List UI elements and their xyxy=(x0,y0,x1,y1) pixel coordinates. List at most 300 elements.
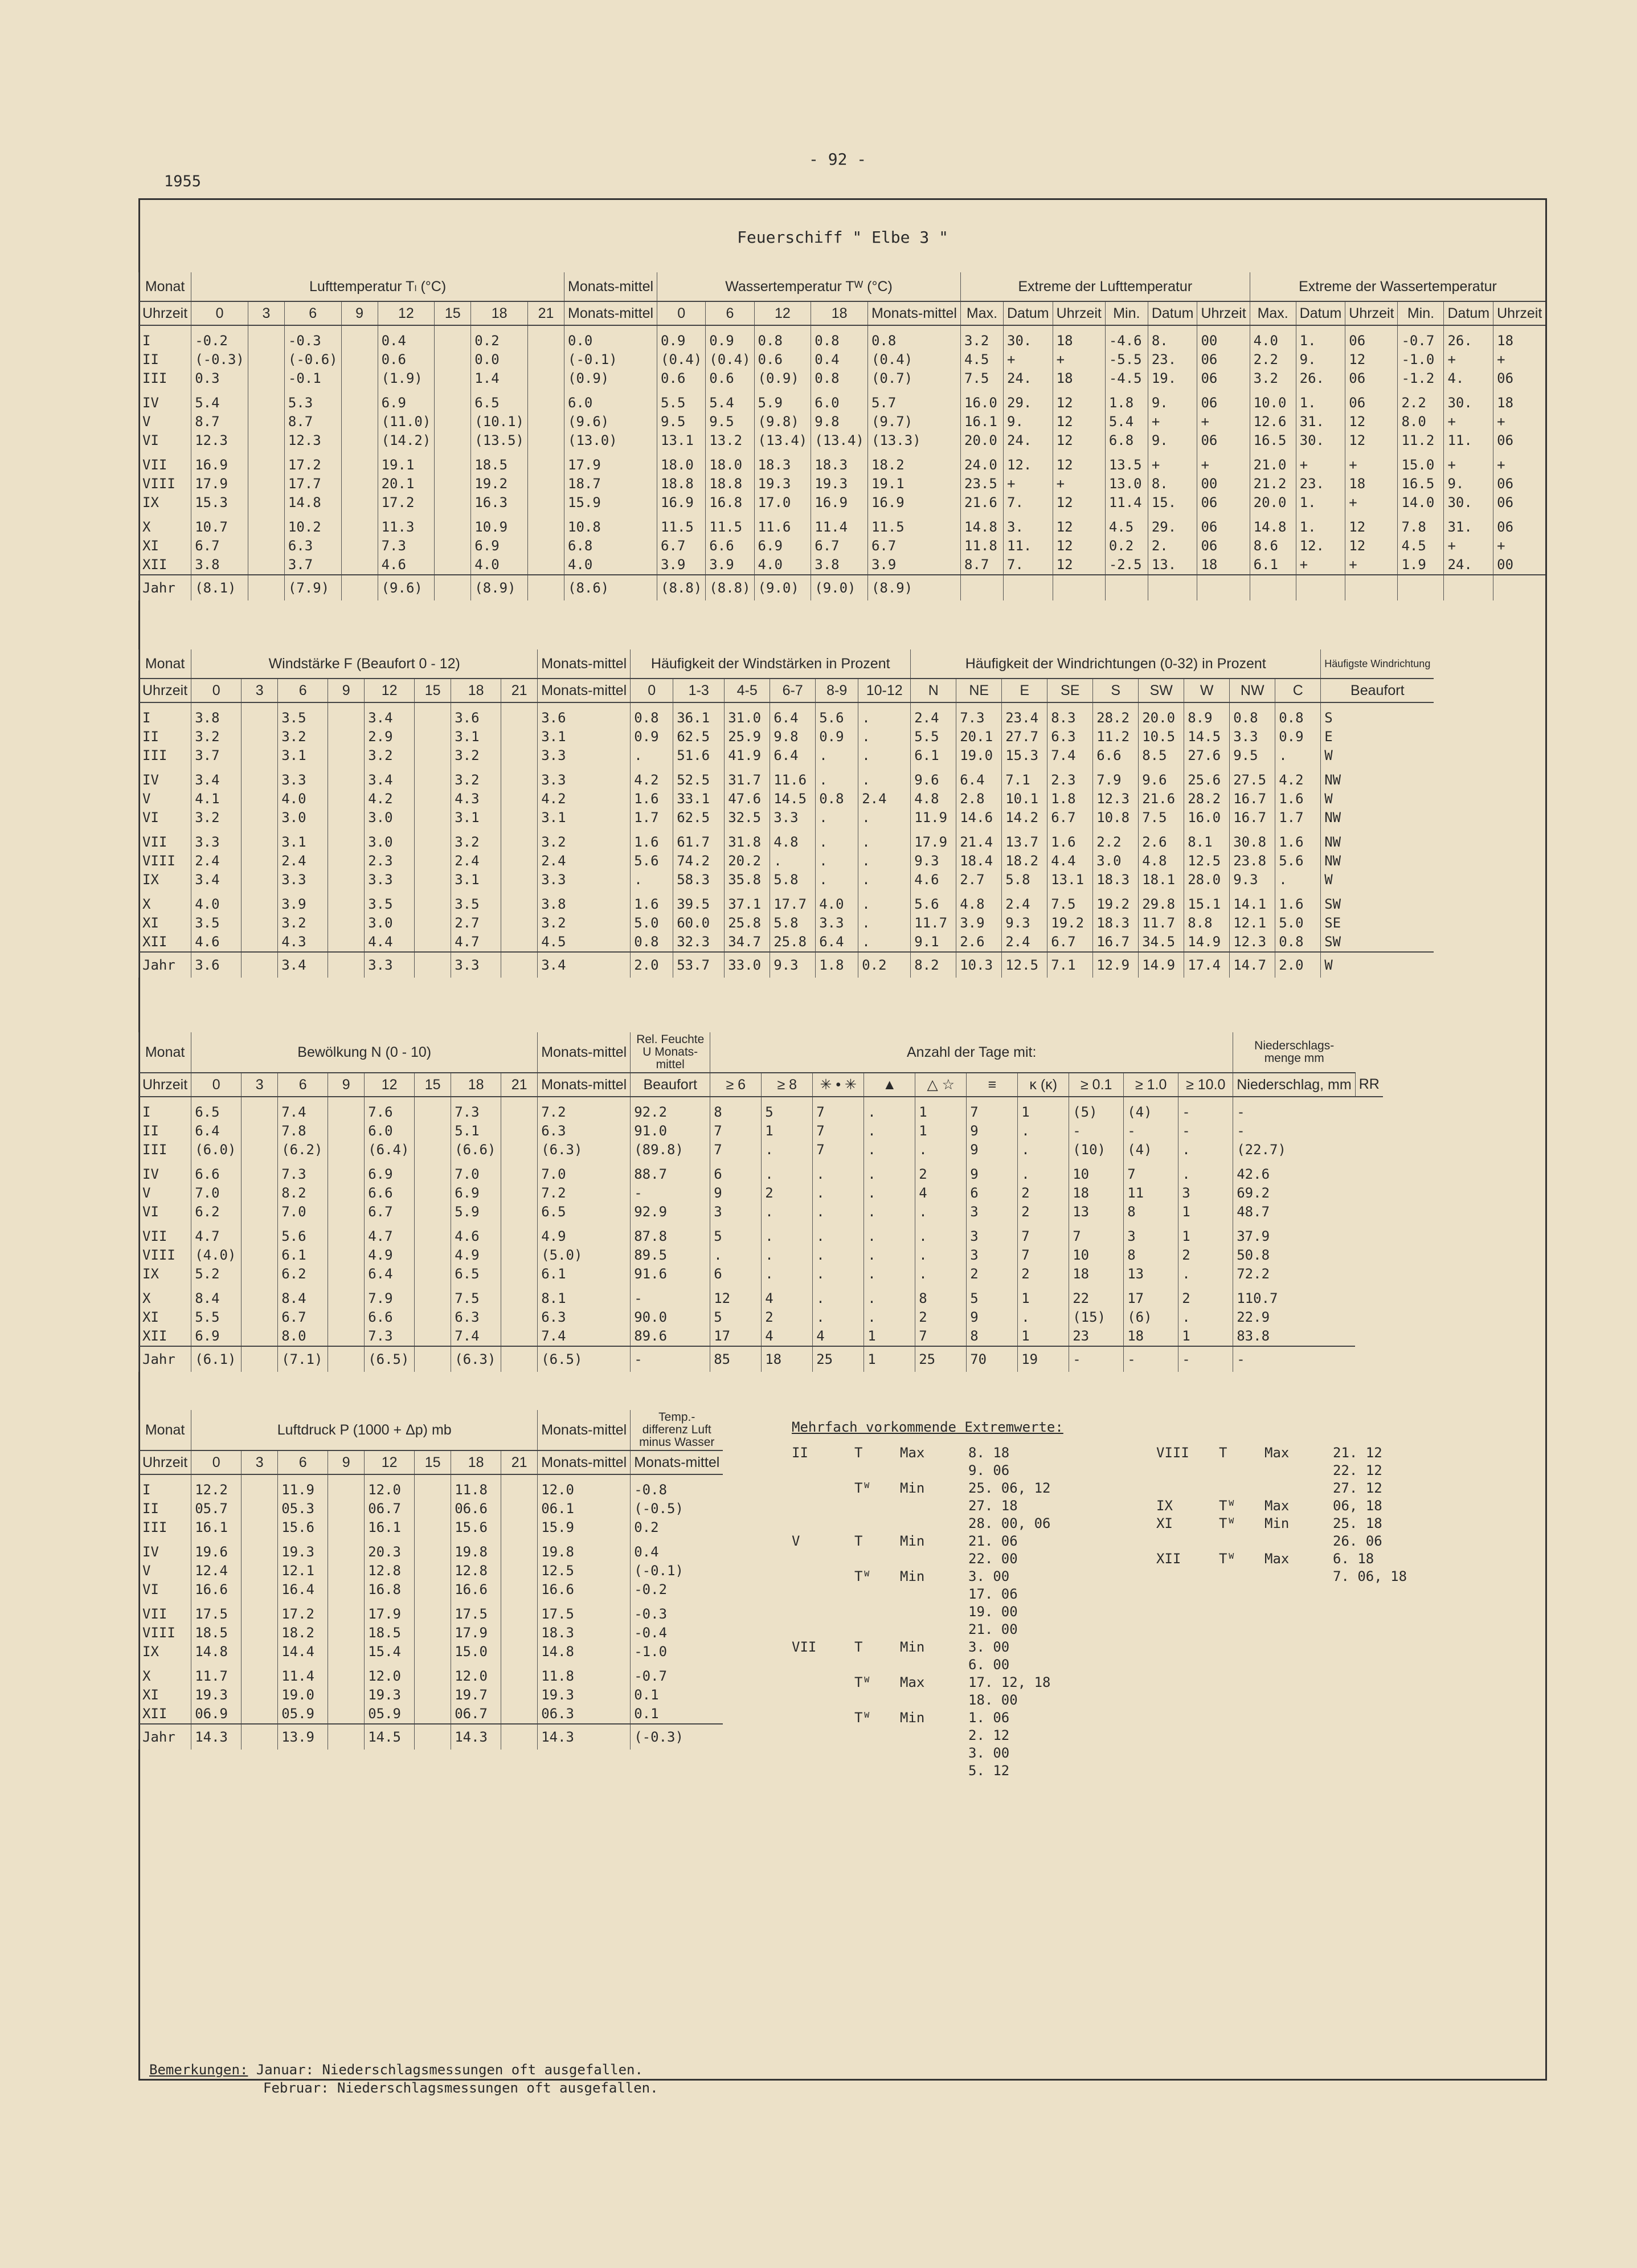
table-cell: 0.4 xyxy=(811,350,868,369)
table-cell: 8 xyxy=(967,1327,1018,1346)
table-row xyxy=(139,1284,1383,1308)
table-cell: - xyxy=(1124,1122,1178,1141)
table-cell: 3.9 xyxy=(706,555,754,575)
table-cell: 6.7 xyxy=(278,1308,328,1327)
table-cell: 21.2 xyxy=(1250,475,1296,493)
month-label: V xyxy=(139,790,191,808)
table-cell: . xyxy=(816,765,858,790)
table-cell: 2.4 xyxy=(1002,933,1047,952)
table-cell: 8.7 xyxy=(284,412,341,431)
table-cell xyxy=(415,1562,451,1580)
water-extreme-col: Max. xyxy=(1250,301,1296,325)
table-cell: 3.7 xyxy=(284,555,341,575)
table-cell: 2 xyxy=(1018,1184,1069,1203)
table-cell: 19.3 xyxy=(754,475,811,493)
table-cell: 4.8 xyxy=(956,889,1002,914)
table-row xyxy=(139,1705,723,1724)
table-cell: 0.1 xyxy=(631,1686,723,1705)
table-cell: 4.7 xyxy=(365,1221,415,1246)
extreme-dates: 17. 06 xyxy=(968,1586,1018,1602)
table-cell: 5.6 xyxy=(816,702,858,728)
table-cell xyxy=(501,790,538,808)
table-cell: 9.3 xyxy=(911,852,956,871)
table-cell xyxy=(415,1327,451,1346)
table-cell: 6 xyxy=(710,1265,762,1284)
table-cell: 3.4 xyxy=(191,765,242,790)
year-cell: 0.2 xyxy=(858,952,911,978)
table-cell xyxy=(501,1327,538,1346)
hour-0: 0 xyxy=(191,301,248,325)
table-cell: 14.8 xyxy=(538,1642,631,1661)
table-cell: 1. xyxy=(1296,493,1345,512)
direction-N: N xyxy=(911,679,956,702)
extreme-month xyxy=(792,1603,854,1621)
extreme-month xyxy=(792,1727,854,1744)
direction-W: W xyxy=(1184,679,1230,702)
table-cell: 25.8 xyxy=(725,914,770,933)
table-cell: 13. xyxy=(1148,555,1197,575)
hour-0: 0 xyxy=(191,679,242,702)
table-cell: 32.3 xyxy=(673,933,725,952)
table-cell: 91.0 xyxy=(631,1122,710,1141)
table-cell xyxy=(501,1203,538,1221)
table-cell xyxy=(242,871,278,889)
table-cell: + xyxy=(1493,412,1546,431)
table-cell: -0.4 xyxy=(631,1624,723,1642)
table-cell: 19.1 xyxy=(867,475,960,493)
table-cell: 37.9 xyxy=(1233,1221,1355,1246)
extreme-type: Max xyxy=(900,1445,925,1461)
year-label: Jahr xyxy=(139,1724,191,1750)
table-cell: 17.0 xyxy=(754,493,811,512)
table-cell: 12. xyxy=(1296,537,1345,555)
table-cell xyxy=(528,325,564,350)
table-cell xyxy=(341,512,378,537)
table-cell xyxy=(242,1203,278,1221)
weather-symbol: △ ☆ xyxy=(915,1073,967,1097)
table-cell: . xyxy=(858,852,911,871)
table-cell: 3.2 xyxy=(278,914,328,933)
table-cell: 6.9 xyxy=(191,1327,242,1346)
table-cell: 2.7 xyxy=(956,871,1002,889)
table-cell: 6.5 xyxy=(451,1265,501,1284)
table-cell xyxy=(501,1518,538,1537)
table-cell: 13.1 xyxy=(657,431,706,450)
table-cell: 4.2 xyxy=(1275,765,1321,790)
table-cell: 10 xyxy=(1069,1246,1124,1265)
table-cell: 7.3 xyxy=(451,1097,501,1122)
hour-0: 0 xyxy=(191,1073,242,1097)
table-cell xyxy=(328,1537,365,1562)
table-cell: 5 xyxy=(967,1284,1018,1308)
table-cell: 30. xyxy=(1444,388,1493,412)
extreme-element: Tᵂ xyxy=(854,1674,871,1690)
table-cell: 15.9 xyxy=(538,1518,631,1537)
table-cell: 4 xyxy=(813,1327,864,1346)
year-cell: (7.9) xyxy=(284,575,341,600)
year-cell: (8.9) xyxy=(471,575,528,600)
table-cell: 12.2 xyxy=(191,1474,242,1499)
table-cell: 15.3 xyxy=(191,493,248,512)
table-cell: 9. xyxy=(1444,475,1493,493)
table-cell: (5) xyxy=(1069,1097,1124,1122)
rr-label: RR xyxy=(1355,1073,1383,1097)
table-cell: 14.6 xyxy=(956,808,1002,827)
table-cell: 4.0 xyxy=(471,555,528,575)
table-cell: 12 xyxy=(1053,431,1105,450)
table-cell: 2. xyxy=(1148,537,1197,555)
table-cell: 6.6 xyxy=(365,1184,415,1203)
table-cell: 91.6 xyxy=(631,1265,710,1284)
table-cell xyxy=(242,1122,278,1141)
extreme-dates: 21. 12 xyxy=(1333,1445,1382,1461)
table-cell: 4.5 xyxy=(1105,512,1148,537)
table-cell xyxy=(328,1097,365,1122)
table-cell xyxy=(328,1599,365,1624)
table-cell xyxy=(328,1562,365,1580)
table-cell: 1 xyxy=(1018,1327,1069,1346)
table-cell xyxy=(415,1624,451,1642)
page-number: - 92 - xyxy=(809,150,867,169)
table-cell: 4.9 xyxy=(538,1221,631,1246)
table-cell: 3 xyxy=(967,1203,1018,1221)
table-cell: 8.6 xyxy=(1250,537,1296,555)
table-cell xyxy=(242,1705,278,1724)
table-cell: 7 xyxy=(967,1097,1018,1122)
table-cell: 4.7 xyxy=(451,933,501,952)
table-cell: 24. xyxy=(1444,555,1493,575)
table-row xyxy=(139,1141,1383,1159)
beaufort-label: Beaufort xyxy=(631,1073,710,1097)
extreme-element: T xyxy=(854,1533,863,1549)
table-cell: 8. xyxy=(1148,475,1197,493)
table-cell: 6 xyxy=(967,1184,1018,1203)
table-cell: 2.6 xyxy=(956,933,1002,952)
table-cell: 9. xyxy=(1296,350,1345,369)
table-cell: (1.9) xyxy=(378,369,435,388)
table-cell: 1. xyxy=(1296,512,1345,537)
table-cell: 4.6 xyxy=(378,555,435,575)
table-cell: 06 xyxy=(1345,325,1398,350)
table-cell xyxy=(248,512,284,537)
table-cell xyxy=(435,537,471,555)
beaufort-class: 6-7 xyxy=(770,679,816,702)
year-cell: (6.3) xyxy=(451,1346,501,1372)
table-cell: 3.2 xyxy=(451,827,501,852)
table-cell: 06 xyxy=(1345,388,1398,412)
table-cell: (13.3) xyxy=(867,431,960,450)
table-cell: 4.0 xyxy=(191,889,242,914)
table-cell: 21.6 xyxy=(1139,790,1184,808)
section-pressure xyxy=(138,1410,785,1750)
table-cell: 7 xyxy=(813,1122,864,1141)
hour-18: 18 xyxy=(451,679,501,702)
table-cell xyxy=(242,827,278,852)
table-cell: . xyxy=(864,1159,915,1184)
month-label: I xyxy=(139,1097,191,1122)
table-cell: 16.1 xyxy=(191,1518,242,1537)
table-cell: 9.3 xyxy=(1230,871,1275,889)
table-cell: (4) xyxy=(1124,1141,1178,1159)
month-label: XII xyxy=(139,1327,191,1346)
table-cell: 3.4 xyxy=(365,765,415,790)
table-cell: 3. xyxy=(1004,512,1053,537)
table-cell: 0.0 xyxy=(471,350,528,369)
table-cell: 18.3 xyxy=(811,450,868,475)
table-cell: 3.5 xyxy=(365,889,415,914)
table-row xyxy=(139,889,1434,914)
extreme-element xyxy=(1219,1568,1264,1585)
repeated-extremes xyxy=(792,1419,1481,1780)
table-cell: 17.2 xyxy=(278,1599,328,1624)
col-monthly-mean: Monats-mittel xyxy=(538,1032,631,1073)
table-cell xyxy=(242,702,278,728)
days-count-title: Anzahl der Tage mit: xyxy=(710,1032,1233,1073)
table-cell: 7.1 xyxy=(1002,765,1047,790)
table-cell: 4.6 xyxy=(911,871,956,889)
month-label: II xyxy=(139,728,191,746)
table-cell: 13.1 xyxy=(1047,871,1093,889)
water-extremes-title: Extreme der Wassertemperatur xyxy=(1250,272,1545,301)
year-cell xyxy=(1053,575,1105,600)
table-cell: 23. xyxy=(1296,475,1345,493)
table-cell: 18.0 xyxy=(657,450,706,475)
table-cell: 6.9 xyxy=(471,537,528,555)
table-cell: (6.3) xyxy=(538,1141,631,1159)
col-monthly-mean: Monats-mittel xyxy=(538,1410,631,1450)
table-cell: 7.4 xyxy=(1047,746,1093,765)
table-cell: 6.1 xyxy=(278,1246,328,1265)
table-cell: 0.3 xyxy=(191,369,248,388)
table-cell: 06 xyxy=(1345,369,1398,388)
table-row xyxy=(139,1537,723,1562)
beaufort-class: 8-9 xyxy=(816,679,858,702)
beaufort-class: 4-5 xyxy=(725,679,770,702)
table-cell xyxy=(248,431,284,450)
table-row xyxy=(139,493,1546,512)
extreme-dates: 28. 00, 06 xyxy=(968,1515,1051,1531)
table-cell: 0.8 xyxy=(867,325,960,350)
monthly-mean-label-2: Monats-mittel xyxy=(631,1450,723,1474)
table-cell: 9.5 xyxy=(1230,746,1275,765)
extreme-month xyxy=(792,1568,854,1585)
monthly-mean-label: Monats-mittel xyxy=(538,1073,631,1097)
table-cell xyxy=(248,555,284,575)
table-cell: 2.8 xyxy=(956,790,1002,808)
table-cell: 0.8 xyxy=(816,790,858,808)
table-cell: 5.8 xyxy=(770,871,816,889)
table-cell xyxy=(341,493,378,512)
table-cell: 7 xyxy=(1069,1221,1124,1246)
year-cell: 1.8 xyxy=(816,952,858,978)
extreme-dates: 17. 12, 18 xyxy=(968,1674,1051,1690)
table-cell: - xyxy=(1178,1097,1233,1122)
month-label: VI xyxy=(139,1203,191,1221)
table-cell: 7.4 xyxy=(538,1327,631,1346)
table-cell: 12.8 xyxy=(365,1562,415,1580)
table-cell xyxy=(242,1499,278,1518)
table-cell: + xyxy=(1493,537,1546,555)
table-cell: 11.2 xyxy=(1093,728,1139,746)
table-cell: -1.2 xyxy=(1398,369,1444,388)
table-cell xyxy=(501,1599,538,1624)
table-cell: 21.0 xyxy=(1250,450,1296,475)
table-cell: 12.0 xyxy=(451,1661,501,1686)
table-cell: . xyxy=(864,1184,915,1203)
table-cell: 2.7 xyxy=(451,914,501,933)
station-title: Feuerschiff " Elbe 3 " xyxy=(737,228,948,247)
table-cell: 7.3 xyxy=(278,1159,328,1184)
table-cell: 17.9 xyxy=(911,827,956,852)
year-cell: (6.5) xyxy=(538,1346,631,1372)
table-cell: 7.4 xyxy=(278,1097,328,1122)
table-cell: 21.6 xyxy=(961,493,1004,512)
table-cell: 5.4 xyxy=(191,388,248,412)
table-cell xyxy=(528,555,564,575)
table-cell: 06 xyxy=(1493,475,1546,493)
table-cell: 14.9 xyxy=(1184,933,1230,952)
table-cell: 5.3 xyxy=(284,388,341,412)
table-cell: -0.3 xyxy=(631,1599,723,1624)
table-cell: 2.4 xyxy=(278,852,328,871)
table-cell: 10 xyxy=(1069,1159,1124,1184)
table-cell: 5.6 xyxy=(278,1221,328,1246)
table-cell xyxy=(528,388,564,412)
month-label: IV xyxy=(139,765,191,790)
table-cell xyxy=(415,1308,451,1327)
month-label: IV xyxy=(139,388,191,412)
year-cell: 25 xyxy=(813,1346,864,1372)
month-label: II xyxy=(139,1499,191,1518)
table-cell: 19.8 xyxy=(538,1537,631,1562)
table-cell: + xyxy=(1197,412,1250,431)
table-cell: 2.4 xyxy=(451,852,501,871)
table-cell: 18 xyxy=(1053,369,1105,388)
page-year: 1955 xyxy=(164,173,202,190)
extreme-month xyxy=(792,1691,854,1709)
table-cell: + xyxy=(1296,555,1345,575)
table-cell: 12.4 xyxy=(191,1562,242,1580)
table-cell: . xyxy=(816,808,858,827)
table-cell: 9.8 xyxy=(770,728,816,746)
table-cell: 16.4 xyxy=(278,1580,328,1599)
table-cell: 4.1 xyxy=(191,790,242,808)
table-cell: 18 xyxy=(1493,325,1546,350)
table-cell: . xyxy=(813,1284,864,1308)
table-row xyxy=(139,790,1434,808)
table-cell: 10.7 xyxy=(191,512,248,537)
table-cell: 7 xyxy=(1124,1159,1178,1184)
table-cell: 17 xyxy=(1124,1284,1178,1308)
table-cell: 3.1 xyxy=(278,827,328,852)
extreme-entry xyxy=(792,1691,1116,1709)
table-cell: 5.6 xyxy=(631,852,673,871)
year-cell: 14.9 xyxy=(1139,952,1184,978)
table-cell: 7.0 xyxy=(538,1159,631,1184)
table-cell xyxy=(415,765,451,790)
year-label: Jahr xyxy=(139,575,191,600)
table-cell: 7.9 xyxy=(1093,765,1139,790)
table-cell: SE xyxy=(1321,914,1434,933)
month-label: XI xyxy=(139,914,191,933)
table-cell xyxy=(415,1265,451,1284)
table-cell: 3.2 xyxy=(451,746,501,765)
table-row xyxy=(139,1097,1383,1122)
table-cell xyxy=(341,537,378,555)
table-cell: (14.2) xyxy=(378,431,435,450)
table-cell xyxy=(328,1474,365,1499)
table-cell: + xyxy=(1493,450,1546,475)
table-cell: 1 xyxy=(762,1122,813,1141)
table-cell: 3 xyxy=(1178,1184,1233,1203)
hour-18: 18 xyxy=(451,1073,501,1097)
extreme-month xyxy=(1156,1568,1219,1585)
section-clouds xyxy=(138,1032,1547,1372)
table-row xyxy=(139,475,1546,493)
air-extreme-col: Datum xyxy=(1148,301,1197,325)
table-cell: 06 xyxy=(1493,369,1546,388)
water-temp-title: Wassertemperatur Tᵂ (°C) xyxy=(657,272,961,301)
table-cell: 5.4 xyxy=(706,388,754,412)
hour-15: 15 xyxy=(415,1450,451,1474)
table-cell: 5.7 xyxy=(867,388,960,412)
table-cell: 1.6 xyxy=(1047,827,1093,852)
extreme-dates: 8. 18 xyxy=(968,1445,1010,1461)
year-cell xyxy=(501,1346,538,1372)
table-cell xyxy=(501,728,538,746)
table-cell: 11. xyxy=(1004,537,1053,555)
table-cell xyxy=(341,350,378,369)
weather-symbol: ▲ xyxy=(864,1073,915,1097)
table-cell: 23.5 xyxy=(961,475,1004,493)
table-cell: 23. xyxy=(1148,350,1197,369)
table-cell: 3.8 xyxy=(811,555,868,575)
table-cell: 1 xyxy=(915,1097,967,1122)
month-label: XII xyxy=(139,933,191,952)
table-cell: 19.3 xyxy=(365,1686,415,1705)
table-cell: E xyxy=(1321,728,1434,746)
extreme-entry xyxy=(792,1462,1116,1480)
month-label: XI xyxy=(139,1308,191,1327)
table-cell: 7.6 xyxy=(365,1097,415,1122)
table-cell xyxy=(242,1599,278,1624)
table-cell: 30. xyxy=(1004,325,1053,350)
table-cell: 18.5 xyxy=(365,1624,415,1642)
table-cell: 3.1 xyxy=(451,871,501,889)
table-row xyxy=(139,852,1434,871)
table-cell xyxy=(435,369,471,388)
table-cell: 12.8 xyxy=(451,1562,501,1580)
table-cell: 31. xyxy=(1444,512,1493,537)
table-cell: 4.8 xyxy=(770,827,816,852)
table-cell: SW xyxy=(1321,933,1434,952)
table-cell: 2.2 xyxy=(1093,827,1139,852)
table-cell: 7.3 xyxy=(956,702,1002,728)
table-cell xyxy=(528,493,564,512)
table-cell: 18 xyxy=(1053,325,1105,350)
month-label: II xyxy=(139,350,191,369)
table-cell xyxy=(328,1642,365,1661)
table-row xyxy=(139,746,1434,765)
table-cell: 19. xyxy=(1148,369,1197,388)
table-cell xyxy=(248,537,284,555)
table-cell: 6.9 xyxy=(365,1159,415,1184)
extreme-type xyxy=(900,1585,968,1603)
table-cell xyxy=(242,852,278,871)
table-cell: 92.2 xyxy=(631,1097,710,1122)
table-cell: 61.7 xyxy=(673,827,725,852)
table-cell: + xyxy=(1053,350,1105,369)
